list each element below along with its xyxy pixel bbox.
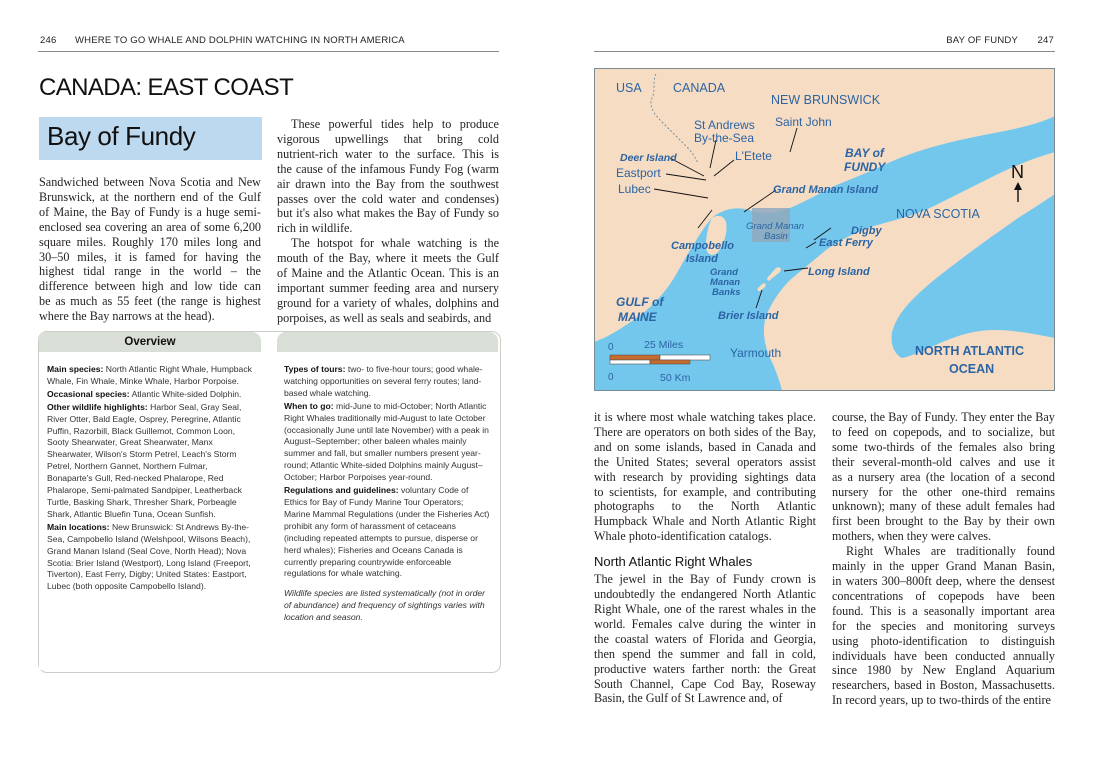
occasional-species-label: Occasional species: [47, 388, 130, 399]
text-line: square miles. Roughly 170 miles long and [39, 234, 261, 249]
text-line: individuals have been conducted annually [832, 648, 1055, 663]
text-line: Whale photo-identification catalogs. [594, 529, 772, 544]
label-gm-banks-3: Banks [712, 287, 741, 298]
text-line: important summer feeding area and nursery [277, 280, 499, 295]
label-st-andrews-2: By-the-Sea [694, 131, 755, 145]
main-locations-label: Main locations: [47, 521, 110, 532]
left-col2-para2 [277, 236, 499, 325]
label-brier-island: Brier Island [718, 310, 779, 322]
label-lubec: Lubec [618, 182, 651, 196]
text-line: for the species and monitoring surveys [832, 618, 1055, 633]
text-line: passes over the cold water and condenses) [277, 191, 499, 206]
right-col2-text [832, 410, 1055, 708]
left-col2-para1 [277, 117, 499, 236]
label-campobello-2: Island [686, 253, 718, 265]
subheading-right-whales: North Atlantic Right Whales [594, 554, 753, 570]
text-line: mainly in the upper Grand Manan Basin, [832, 559, 1055, 574]
text-line: where the Bay narrows at the head). [39, 309, 215, 324]
main-locations-entry [47, 522, 255, 593]
text-line: the coastal waters of Florida and Georgia, [594, 631, 816, 646]
text-line: course, the Bay of Fundy. They enter the Bay [832, 410, 1055, 424]
left-header-rule [38, 51, 499, 52]
label-north-atlantic-1: NORTH ATLANTIC [915, 344, 1025, 358]
text-line: vigorous upwellings that bring cold [277, 131, 499, 146]
text-line: it is where most whale watching takes place. [594, 410, 816, 424]
heading: Bay of Fundy [47, 121, 196, 151]
text-line: productive waters farther north: the Great [594, 661, 816, 676]
overview-title: Overview [124, 336, 176, 348]
right-col1-text [594, 410, 816, 706]
text-line: Basin, the Gulf of St Lawrence and, of [594, 691, 783, 706]
text-line: using photo-identification to distinguish [832, 633, 1055, 648]
text-line: air drawn into the Bay from the southwest [277, 176, 499, 191]
label-st-andrews-1: St Andrews [694, 118, 755, 132]
text-line: some two-thirds of the females also bring [832, 439, 1055, 454]
occasional-species-text: Atlantic White-sided Dolphin. [131, 388, 242, 399]
label-gulf-of-maine-2: MAINE [618, 310, 657, 324]
text-line: The hotspot for whale watching is the [291, 236, 499, 251]
label-north-atlantic-2: OCEAN [949, 362, 995, 376]
left-col2-text [277, 117, 499, 326]
left-col1-text [39, 175, 261, 324]
text-line: mothers, when they were calves. [832, 529, 992, 544]
label-digby: Digby [851, 225, 882, 237]
label-gm-banks-1: Grand [710, 267, 738, 278]
text-line: with research by providing sightings data [594, 469, 816, 484]
text-line: found. This is a seasonally important area [832, 603, 1055, 618]
regulations-label: Regulations and guidelines: [284, 485, 399, 496]
main-species-text: North Atlantic Right Whale, Humpback Whale, Fin Whale, Minke Whale, Harbor Porpoise. [47, 364, 252, 386]
text-line: researchers, based in Boston, Massachusetts. [832, 678, 1055, 693]
label-gulf-of-maine-1: GULF of [616, 295, 664, 309]
text-line: nutrient-rich water to the surface. This is [277, 146, 499, 161]
overview-right-col [284, 364, 491, 625]
text-line: to scientists, for example, and contributing [594, 484, 816, 499]
label-saint-john: Saint John [775, 115, 832, 129]
label-gm-banks-2: Manan [710, 277, 741, 288]
right-col1-para2 [594, 572, 816, 706]
text-line: rich in wildlife. [277, 221, 353, 236]
label-campobello-1: Campobello [671, 240, 734, 252]
label-long-island: Long Island [808, 266, 870, 278]
text-line: as a nursery area (the location of a second [832, 469, 1055, 484]
text-line: difference between high and low tide can [39, 279, 261, 294]
text-line: Brunswick, at the northern end of the Gulf [39, 189, 261, 204]
other-wildlife-text: Harbor Seal, Gray Seal, River Otter, Bald Eagle, Osprey, Peregrine, Atlantic Puffin, Razorbill, Black Guillemot, Common Loon, Sooty Shearwater, Great Shearwater, Manx Shearwater, Wilson's Storm Petrel, Leach's Storm Petrel, Northern Gannet, Northern Fulmar, Bonaparte's Gull, Red-necked Phalarope, Red Phalarope, Semi-palmated Sandpiper, Leatherback Turtle, Basking Shark, Thresher Shark, Porbeagle Shark, Atlantic Bluefin Tuna, Ocean Sunfish. [47, 401, 242, 519]
tour-types-text: two- to five-hour tours; good whale-watching opportunities on several ferry routes; land-based whale watching. [284, 364, 483, 398]
when-to-go-entry [284, 401, 491, 484]
text-line: of Maine and the Atlantic Ocean. This is an [277, 266, 499, 281]
text-line: Right Whale, one of the rarest whales in the [594, 601, 816, 616]
text-line: enclosed sea covering an area of some 6,200 [39, 219, 261, 234]
label-eastport: Eastport [616, 166, 661, 180]
when-to-go-text: mid-June to mid-October; North Atlantic Right Whales traditionally mid-August to late October (occasionally June until late November) with a peak in August–September; other baleen whales mainly summer and fall, but smaller numbers present year-round; Atlantic White-sided Dolphins mainly August–October; Harbor Porpoises year-round. [284, 400, 489, 483]
text-line: unknown); many of these adult females had [832, 499, 1055, 514]
right-running-head: BAY OF FUNDY [946, 35, 1018, 46]
text-line: highest tidal range in the world – the [39, 264, 261, 279]
text-line: Humpback Whale and North Atlantic Right [594, 514, 816, 529]
text-line: These powerful tides help to produce [291, 117, 499, 131]
text-line: then spend the summer and fall in cold, [594, 646, 816, 661]
main-species-label: Main species: [47, 364, 104, 374]
text-line: their several-month-old calves and use it [832, 454, 1055, 469]
label-new-brunswick: NEW BRUNSWICK [771, 93, 881, 107]
label-grand-manan-island: Grand Manan Island [773, 184, 879, 196]
text-line: in waters 300–800ft deep, where the densest [832, 573, 1055, 588]
text-line: and on some islands, based in Canada and [594, 439, 816, 454]
heading-box [39, 117, 262, 160]
text-line: Sandwiched between Nova Scotia and New [39, 175, 261, 189]
label-bay-of-fundy-1: BAY of [845, 146, 884, 160]
text-line: to feed on copepods, and to socialize, but [832, 424, 1055, 439]
right-col2-para2 [832, 544, 1055, 708]
tour-types-entry [284, 364, 491, 400]
label-nova-scotia: NOVA SCOTIA [896, 207, 980, 221]
right-page-number: 247 [1037, 35, 1054, 46]
label-canada: CANADA [673, 81, 726, 95]
regulations-text: voluntary Code of Ethics for Bay of Fundy Marine Tour Operators; Marine Mammal Regulations (under the Fisheries Act) prohibit any form of harassment of cetaceans (including repeated attempts to pursue, disperse or herd whales); Fisheries and Oceans Canada is currently preparing countrywide enforceable regulations for whale watching. [284, 485, 490, 579]
text-line: first been brought to the Bay by their own [832, 514, 1055, 529]
when-to-go-label: When to go: [284, 400, 334, 411]
label-deer-island: Deer Island [620, 152, 677, 164]
text-line: of Maine, the Bay of Fundy is a huge semi- [39, 204, 261, 219]
text-line: mouth of the Bay, where it meets the Gulf [277, 251, 499, 266]
regulations-entry [284, 485, 491, 580]
text-line: 30–50 miles, it is famed for having the [39, 249, 261, 264]
text-line: since 1980 by New England Aquarium [832, 663, 1055, 678]
label-grand-manan-basin-2: Basin [764, 231, 788, 242]
other-wildlife-entry [47, 402, 255, 521]
label-scale-zero-mi: 0 [608, 342, 614, 353]
bay-of-fundy-map [594, 68, 1055, 391]
text-line: concentrations of copepods have been [832, 588, 1055, 603]
label-scale-miles: 25 Miles [644, 339, 684, 351]
text-line: There are operators on both sides of the Bay, [594, 424, 816, 439]
label-grand-manan-basin-1: Grand Manan [746, 221, 805, 232]
text-line: Right Whales are traditionally found [846, 544, 1055, 559]
overview-header [39, 332, 261, 352]
text-line: porpoises, as well as seals and seabirds, and [277, 310, 492, 325]
main-locations-text: New Brunswick: St Andrews By-the-Sea, Campobello Island (Welshpool, Wilsons Beach), Grand Manan Island (Seal Cove, North Head); Nova Scotia: Brier Island (Westport), Long Island (Freeport, Tiverton), East Ferry, Digby; United States: Eastport, Lubec (both opposite Campobello Island). [47, 521, 251, 592]
text-line: ground for a variety of whales, dolphins and [277, 295, 499, 310]
label-east-ferry: East Ferry [819, 237, 873, 249]
text-line: undoubtedly the endangered North Atlantic [594, 587, 816, 602]
left-page-number: 246 [40, 35, 57, 46]
text-line: the United States; several operators assist [594, 454, 816, 469]
right-header-rule [594, 51, 1055, 52]
right-col1-para1 [594, 410, 816, 544]
tour-types-label: Types of tours: [284, 364, 346, 374]
label-letete: L'Etete [735, 149, 772, 163]
section-title: CANADA: EAST COAST [39, 74, 294, 101]
text-line: but it's also what makes the Bay of Fundy so [277, 206, 499, 221]
text-line: world. Females calve during the winter in [594, 616, 816, 631]
text-line: The jewel in the Bay of Fundy crown is [594, 572, 816, 587]
label-scale-zero-km: 0 [608, 372, 614, 383]
overview-header-right [277, 332, 498, 352]
right-col2-para1 [832, 410, 1055, 544]
text-line: be as much as 55 feet (the range is highest [39, 294, 261, 309]
text-line: South Channel, Cape Cod Bay, Roseway [594, 676, 816, 691]
label-bay-of-fundy-2: FUNDY [844, 160, 886, 174]
label-yarmouth: Yarmouth [730, 346, 782, 360]
label-north: N [1011, 162, 1024, 182]
left-running-head: WHERE TO GO WHALE AND DOLPHIN WATCHING IN NORTH AMERICA [75, 35, 405, 46]
occasional-species-entry [47, 389, 255, 401]
label-usa: USA [616, 81, 642, 95]
overview-left-col [47, 364, 255, 594]
other-wildlife-label: Other wildlife highlights: [47, 401, 148, 412]
text-line: photographs to the North Atlantic [594, 499, 816, 514]
main-species-entry [47, 364, 255, 388]
text-line: the cause of the infamous Fundy Fog (warm [277, 161, 499, 176]
text-line: In record years, up to two-thirds of the entire [832, 693, 1051, 708]
text-line: nursery for the other one-third remains [832, 484, 1055, 499]
label-scale-km: 50 Km [660, 372, 691, 384]
overview-note: Wildlife species are listed systematically (not in order of abundance) and frequency of sightings varies with location and season. [284, 588, 485, 623]
